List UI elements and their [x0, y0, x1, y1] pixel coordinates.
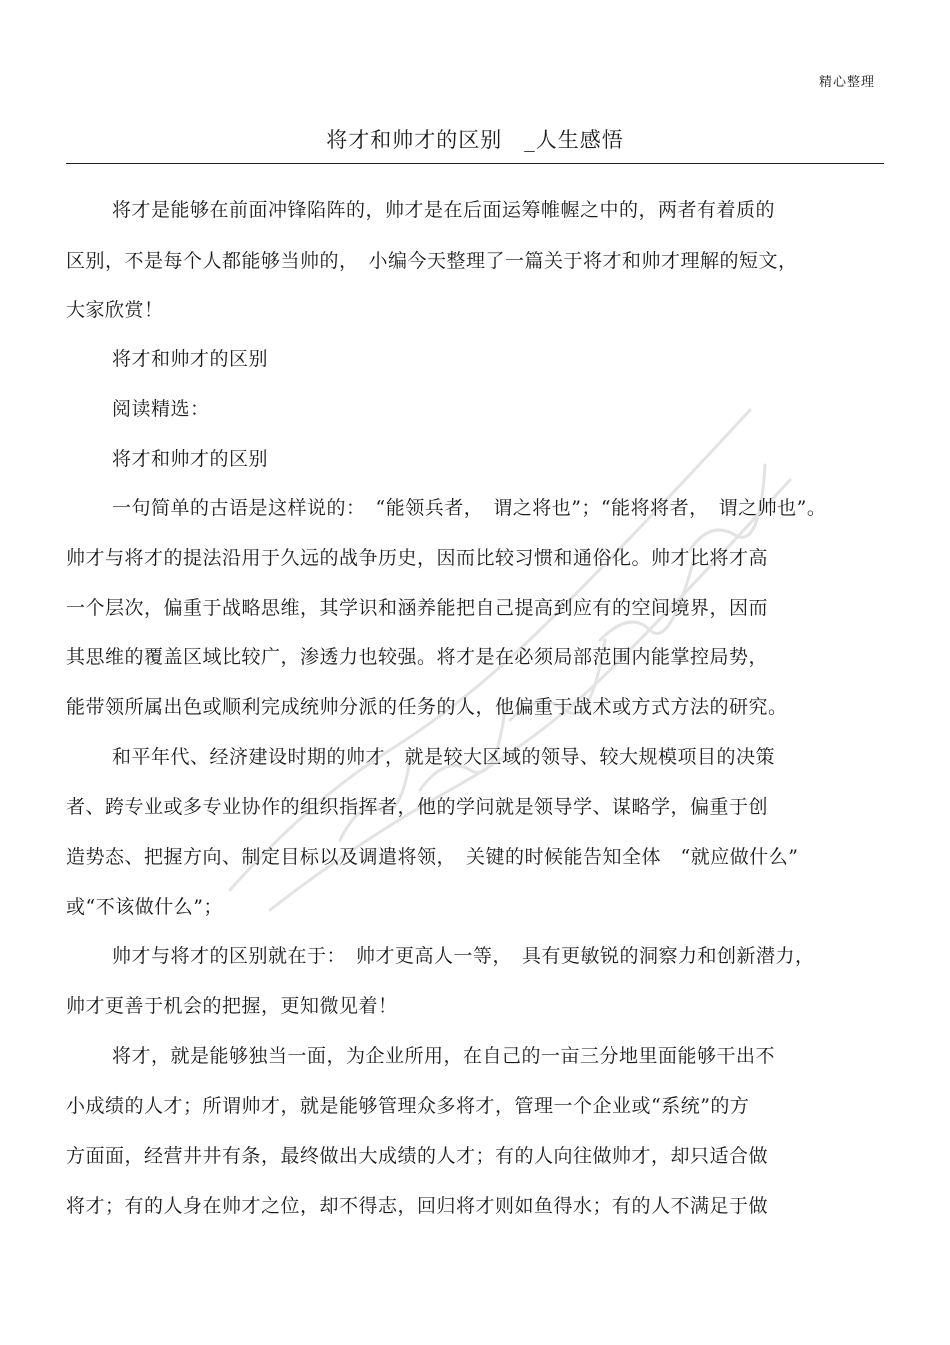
- text-line: 区别，不是每个人都能够当帅的， 小编今天整理了一篇关于将才和帅才理解的短文，: [66, 250, 798, 272]
- text-line: 其思维的覆盖区域比较广，渗透力也较强。将才是在必须局部范围内能掌控局势，: [66, 646, 769, 668]
- text-line: 阅读精选：: [112, 398, 210, 420]
- text-line: 将才和帅才的区别: [112, 348, 269, 370]
- document-title: 将才和帅才的区别 _人生感悟: [326, 128, 624, 152]
- text-line: 者、跨专业或多专业协作的组织指挥者，他的学问就是领导学、谋略学，偏重于创: [66, 796, 769, 818]
- text-line: 能带领所属出色或顺利完成统帅分派的任务的人，他偏重于战术或方式方法的研究。: [66, 696, 788, 718]
- text-line: 将才；有的人身在帅才之位，却不得志，回归将才则如鱼得水；有的人不满足于做: [66, 1195, 769, 1217]
- text-line: 帅才更善于机会的把握，更知微见着！: [66, 995, 398, 1017]
- text-line: 或“不该做什么”；: [66, 896, 223, 918]
- text-line: 大家欣赏！: [66, 299, 164, 321]
- header-note: 精心整理: [818, 75, 875, 90]
- text-line: 造势态、把握方向、制定目标以及调遣将领， 关键的时候能告知全体 “就应做什么”: [66, 846, 799, 868]
- text-line: 一个层次，偏重于战略思维，其学识和涵养能把自己提高到应有的空间境界，因而: [66, 597, 769, 619]
- text-line: 帅才与将才的区别就在于： 帅才更高人一等， 具有更敏锐的洞察力和创新潜力，: [112, 945, 815, 967]
- text-line: 将才，就是能够独当一面，为企业所用，在自己的一亩三分地里面能够干出不: [112, 1045, 776, 1067]
- text-line: 和平年代、经济建设时期的帅才，就是较大区域的领导、较大规模项目的决策: [112, 746, 776, 768]
- title-divider: [66, 163, 884, 164]
- text-line: 将才是能够在前面冲锋陷阵的，帅才是在后面运筹帷幄之中的，两者有着质的: [112, 199, 776, 221]
- text-line: 小成绩的人才；所谓帅才，就是能够管理众多将才，管理一个企业或“系统”的方: [66, 1095, 750, 1117]
- text-line: 将才和帅才的区别: [112, 448, 269, 470]
- text-line: 帅才与将才的提法沿用于久远的战争历史，因而比较习惯和通俗化。帅才比将才高: [66, 547, 769, 569]
- text-line: 方面面，经营井井有条，最终做出大成绩的人才；有的人向往做帅才，却只适合做: [66, 1145, 769, 1167]
- text-line: 一句简单的古语是这样说的： “能领兵者， 谓之将也”；“能将将者， 谓之帅也”。: [112, 497, 827, 519]
